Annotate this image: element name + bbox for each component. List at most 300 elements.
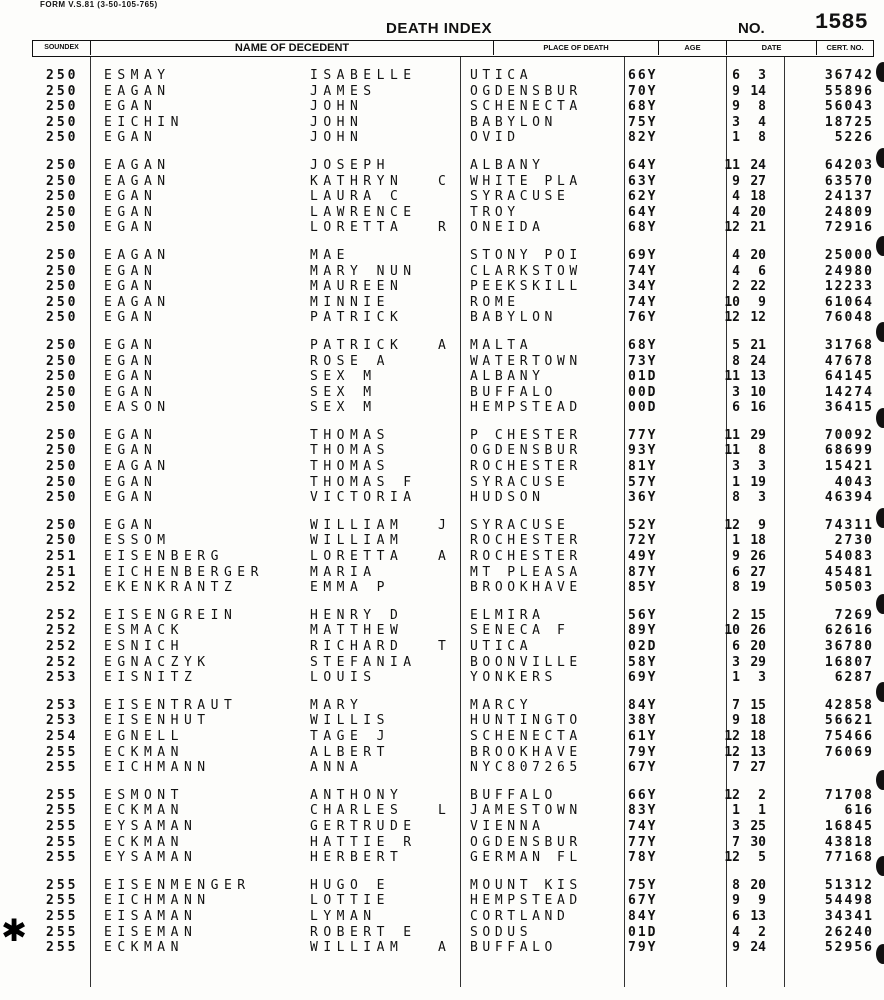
- date-month: 9: [732, 713, 740, 729]
- soundex-code: 255: [46, 850, 79, 866]
- place-of-death: BUFFALO: [470, 384, 557, 400]
- date-month: 4: [732, 247, 740, 263]
- date-day: 3: [758, 459, 766, 475]
- age: 78Y: [628, 850, 658, 866]
- form-number: FORM V.S.81 (3-50-105-765): [40, 0, 158, 9]
- age: 79Y: [628, 744, 658, 760]
- table-row: [0, 189, 884, 205]
- date-day: 10: [750, 384, 766, 400]
- soundex-code: 255: [46, 818, 79, 834]
- given-name: GERTRUDE: [310, 818, 417, 834]
- soundex-code: 250: [46, 173, 79, 189]
- date-month: 9: [732, 99, 740, 115]
- table-row: [0, 115, 884, 131]
- place-of-death: BUFFALO: [470, 787, 557, 803]
- given-name: HUGO E: [310, 877, 390, 893]
- middle-initial: C: [438, 173, 446, 189]
- table-row: [0, 893, 884, 909]
- soundex-code: 250: [46, 337, 79, 353]
- given-name: MINNIE: [310, 294, 390, 310]
- binder-hole: [876, 62, 884, 82]
- surname: EYSAMAN: [104, 850, 198, 866]
- soundex-code: 250: [46, 114, 79, 130]
- age: 49Y: [628, 549, 658, 565]
- middle-initial: A: [438, 549, 446, 565]
- surname: EGAN: [104, 384, 158, 400]
- date-month: 2: [732, 607, 740, 623]
- date-month: 8: [732, 353, 740, 369]
- certificate-number: 6287: [834, 670, 874, 686]
- soundex-code: 250: [46, 310, 79, 326]
- table-row: [0, 549, 884, 565]
- soundex-code: 250: [46, 353, 79, 369]
- place-of-death: ROCHESTER: [470, 549, 582, 565]
- soundex-code: 255: [46, 834, 79, 850]
- date-day: 8: [758, 130, 766, 146]
- date-month: 1: [732, 474, 740, 490]
- given-name: JOSEPH: [310, 157, 390, 173]
- given-name: WILLIAM: [310, 940, 404, 956]
- date-month: 1: [732, 130, 740, 146]
- date-day: 3: [758, 490, 766, 506]
- age: 93Y: [628, 443, 658, 459]
- date-month: 5: [732, 337, 740, 353]
- surname: EICHENBERGER: [104, 564, 264, 580]
- place-of-death: CORTLAND: [470, 908, 570, 924]
- certificate-number: 51312: [824, 877, 874, 893]
- surname: ESMACK: [104, 623, 184, 639]
- date-day: 26: [750, 623, 766, 639]
- soundex-code: 251: [46, 549, 79, 565]
- date-month: 11: [724, 157, 740, 173]
- date-day: 27: [750, 173, 766, 189]
- age: 58Y: [628, 654, 658, 670]
- date-day: 19: [750, 580, 766, 596]
- certificate-number: 76069: [824, 744, 874, 760]
- place-of-death: JAMESTOWN: [470, 803, 582, 819]
- date-day: 2: [758, 787, 766, 803]
- place-of-death: ALBANY: [470, 369, 545, 385]
- age: 74Y: [628, 263, 658, 279]
- date-month: 4: [732, 263, 740, 279]
- place-of-death: BROOKHAVE: [470, 744, 582, 760]
- age: 66Y: [628, 68, 658, 83]
- age: 74Y: [628, 818, 658, 834]
- table-row: [0, 760, 884, 776]
- soundex-code: 252: [46, 623, 79, 639]
- given-name: HENRY D: [310, 607, 404, 623]
- certificate-number: 71708: [824, 787, 874, 803]
- place-of-death: MARCY: [470, 697, 533, 713]
- surname: EGAN: [104, 517, 158, 533]
- table-row: [0, 400, 884, 416]
- place-of-death: ALBANY: [470, 157, 545, 173]
- given-name: JOHN: [310, 99, 364, 115]
- middle-initial: L: [438, 803, 446, 819]
- given-name: LAWRENCE: [310, 204, 417, 220]
- age: 64Y: [628, 157, 658, 173]
- soundex-code: 250: [46, 294, 79, 310]
- certificate-number: 54083: [824, 549, 874, 565]
- surname: EAGAN: [104, 459, 171, 475]
- date-month: 2: [732, 279, 740, 295]
- age: 84Y: [628, 697, 658, 713]
- number-label: NO.: [738, 20, 765, 37]
- certificate-number: 12233: [824, 279, 874, 295]
- certificate-number: 74311: [824, 517, 874, 533]
- date-day: 15: [750, 697, 766, 713]
- given-name: LORETTA: [310, 549, 404, 565]
- date-month: 12: [724, 850, 740, 866]
- date-day: 26: [750, 549, 766, 565]
- soundex-code: 250: [46, 83, 79, 99]
- surname: ESSOM: [104, 533, 171, 549]
- table-row: [0, 220, 884, 236]
- table-row: [0, 745, 884, 761]
- date-day: 13: [750, 369, 766, 385]
- age: 34Y: [628, 279, 658, 295]
- date-day: 3: [758, 68, 766, 83]
- certificate-number: 52956: [824, 940, 874, 956]
- soundex-code: 250: [46, 189, 79, 205]
- given-name: JOHN: [310, 114, 364, 130]
- certificate-number: 5226: [834, 130, 874, 146]
- surname: EGAN: [104, 279, 158, 295]
- table-row: [0, 475, 884, 491]
- age: 72Y: [628, 533, 658, 549]
- surname: EGNELL: [104, 728, 184, 744]
- certificate-number: 77168: [824, 850, 874, 866]
- table-row: [0, 130, 884, 146]
- given-name: LORETTA: [310, 220, 404, 236]
- surname: EISEMAN: [104, 924, 198, 940]
- surname: EISENMENGER: [104, 877, 251, 893]
- date-day: 29: [750, 654, 766, 670]
- table-row: [0, 623, 884, 639]
- age: 38Y: [628, 713, 658, 729]
- date-day: 14: [750, 83, 766, 99]
- date-month: 11: [724, 443, 740, 459]
- given-name: MAUREEN: [310, 279, 404, 295]
- place-of-death: MALTA: [470, 337, 533, 353]
- date-month: 7: [732, 760, 740, 776]
- table-row: [0, 788, 884, 804]
- age: 52Y: [628, 517, 658, 533]
- table-row: [0, 909, 884, 925]
- table-row: [0, 819, 884, 835]
- given-name: THOMAS: [310, 427, 390, 443]
- surname: EISNITZ: [104, 670, 198, 686]
- age: 85Y: [628, 580, 658, 596]
- col-soundex: SOUNDEX: [33, 41, 91, 55]
- date-day: 1: [758, 803, 766, 819]
- table-row: [0, 279, 884, 295]
- age: 70Y: [628, 83, 658, 99]
- binder-hole: [876, 770, 884, 790]
- surname: ECKMAN: [104, 834, 184, 850]
- date-day: 30: [750, 834, 766, 850]
- place-of-death: ELMIRA: [470, 607, 545, 623]
- table-row: [0, 940, 884, 956]
- given-name: CHARLES: [310, 803, 404, 819]
- soundex-code: 250: [46, 400, 79, 416]
- soundex-code: 254: [46, 728, 79, 744]
- certificate-number: 68699: [824, 443, 874, 459]
- date-day: 9: [758, 517, 766, 533]
- surname: EGAN: [104, 443, 158, 459]
- middle-initial: A: [438, 337, 446, 353]
- table-row: [0, 729, 884, 745]
- date-month: 10: [724, 294, 740, 310]
- date-month: 9: [732, 893, 740, 909]
- soundex-code: 250: [46, 263, 79, 279]
- date-month: 12: [724, 220, 740, 236]
- certificate-number: 75466: [824, 728, 874, 744]
- table-row: [0, 878, 884, 894]
- date-day: 8: [758, 99, 766, 115]
- place-of-death: MOUNT KIS: [470, 877, 582, 893]
- table-row: [0, 925, 884, 941]
- soundex-code: 252: [46, 607, 79, 623]
- date-month: 6: [732, 564, 740, 580]
- date-day: 3: [758, 670, 766, 686]
- soundex-code: 250: [46, 533, 79, 549]
- age: 81Y: [628, 459, 658, 475]
- certificate-number: 24980: [824, 263, 874, 279]
- table-row: [0, 533, 884, 549]
- date-day: 29: [750, 427, 766, 443]
- given-name: SEX M: [310, 384, 377, 400]
- certificate-number: 16807: [824, 654, 874, 670]
- table-row: [0, 369, 884, 385]
- table-row: [0, 639, 884, 655]
- age: 79Y: [628, 940, 658, 956]
- col-place: PLACE OF DEATH: [494, 41, 659, 55]
- soundex-code: 250: [46, 220, 79, 236]
- surname: EAGAN: [104, 157, 171, 173]
- given-name: VICTORIA: [310, 490, 417, 506]
- date-day: 24: [750, 157, 766, 173]
- certificate-number: 31768: [824, 337, 874, 353]
- given-name: HATTIE R: [310, 834, 417, 850]
- middle-initial: R: [438, 220, 446, 236]
- place-of-death: OGDENSBUR: [470, 834, 582, 850]
- age: 62Y: [628, 189, 658, 205]
- date-month: 9: [732, 173, 740, 189]
- given-name: PATRICK: [310, 310, 404, 326]
- date-day: 21: [750, 337, 766, 353]
- date-day: 13: [750, 744, 766, 760]
- table-row: [0, 565, 884, 581]
- date-day: 12: [750, 310, 766, 326]
- table-row: [0, 84, 884, 100]
- age: 63Y: [628, 173, 658, 189]
- place-of-death: SENECA F: [470, 623, 570, 639]
- binder-hole: [876, 148, 884, 168]
- table-row: [0, 264, 884, 280]
- binder-hole: [876, 236, 884, 256]
- certificate-number: 54498: [824, 893, 874, 909]
- certificate-number: 61064: [824, 294, 874, 310]
- surname: EICHIN: [104, 114, 184, 130]
- date-day: 20: [750, 204, 766, 220]
- surname: ECKMAN: [104, 940, 184, 956]
- date-day: 25: [750, 818, 766, 834]
- age: 66Y: [628, 787, 658, 803]
- given-name: WILLIAM: [310, 533, 404, 549]
- place-of-death: SCHENECTA: [470, 99, 582, 115]
- binder-hole: [876, 408, 884, 428]
- age: 73Y: [628, 353, 658, 369]
- place-of-death: ONEIDA: [470, 220, 545, 236]
- date-month: 11: [724, 369, 740, 385]
- asterisk-mark-icon: ✱: [2, 905, 27, 951]
- soundex-code: 255: [46, 940, 79, 956]
- table-row: [0, 310, 884, 326]
- date-day: 19: [750, 474, 766, 490]
- soundex-code: 250: [46, 99, 79, 115]
- age: 64Y: [628, 204, 658, 220]
- age: 69Y: [628, 247, 658, 263]
- col-date: DATE: [727, 41, 817, 55]
- binder-hole: [876, 594, 884, 614]
- age: 67Y: [628, 760, 658, 776]
- age: 68Y: [628, 99, 658, 115]
- certificate-number: 616: [844, 803, 874, 819]
- table-row: [0, 580, 884, 596]
- given-name: ANTHONY: [310, 787, 404, 803]
- date-month: 6: [732, 639, 740, 654]
- soundex-code: 255: [46, 924, 79, 940]
- date-month: 4: [732, 204, 740, 220]
- date-day: 18: [750, 533, 766, 549]
- date-day: 18: [750, 189, 766, 205]
- given-name: ROSE A: [310, 353, 390, 369]
- col-cert: CERT. NO.: [826, 43, 864, 52]
- date-month: 12: [724, 517, 740, 533]
- age: 69Y: [628, 670, 658, 686]
- age: 00D: [628, 400, 658, 416]
- middle-initial: T: [438, 639, 446, 654]
- soundex-code: 250: [46, 427, 79, 443]
- date-day: 18: [750, 728, 766, 744]
- place-of-death: OVID: [470, 130, 520, 146]
- surname: EGAN: [104, 369, 158, 385]
- certificate-number: 24137: [824, 189, 874, 205]
- surname: EGAN: [104, 204, 158, 220]
- date-month: 4: [732, 189, 740, 205]
- soundex-code: 250: [46, 204, 79, 220]
- surname: EAGAN: [104, 173, 171, 189]
- age: 83Y: [628, 803, 658, 819]
- surname: EGAN: [104, 474, 158, 490]
- table-row: [0, 713, 884, 729]
- date-month: 3: [732, 459, 740, 475]
- place-of-death: ROME: [470, 294, 520, 310]
- date-day: 16: [750, 400, 766, 416]
- table-row: [0, 518, 884, 534]
- table-row: [0, 428, 884, 444]
- given-name: WILLIS: [310, 713, 390, 729]
- index-table-body: [0, 68, 884, 956]
- date-day: 2: [758, 924, 766, 940]
- place-of-death: PEEKSKILL: [470, 279, 582, 295]
- certificate-number: 56621: [824, 713, 874, 729]
- date-month: 6: [732, 68, 740, 83]
- soundex-code: 255: [46, 760, 79, 776]
- given-name: PATRICK: [310, 337, 404, 353]
- table-row: [0, 158, 884, 174]
- age: 74Y: [628, 294, 658, 310]
- date-day: 20: [750, 877, 766, 893]
- surname: EISENHUT: [104, 713, 211, 729]
- soundex-code: 255: [46, 803, 79, 819]
- date-month: 7: [732, 697, 740, 713]
- certificate-number: 36780: [824, 639, 874, 654]
- surname: EGAN: [104, 353, 158, 369]
- given-name: THOMAS F: [310, 474, 417, 490]
- given-name: WILLIAM: [310, 517, 404, 533]
- binder-holes: [872, 0, 884, 1000]
- certificate-number: 2730: [834, 533, 874, 549]
- given-name: JAMES: [310, 83, 377, 99]
- place-of-death: YONKERS: [470, 670, 557, 686]
- table-row: [0, 338, 884, 354]
- certificate-number: 76048: [824, 310, 874, 326]
- certificate-number: 25000: [824, 247, 874, 263]
- soundex-code: 250: [46, 517, 79, 533]
- date-month: 1: [732, 803, 740, 819]
- page-title: DEATH INDEX: [386, 20, 493, 37]
- date-month: 8: [732, 490, 740, 506]
- given-name: KATHRYN: [310, 173, 404, 189]
- given-name: ALBERT: [310, 744, 390, 760]
- place-of-death: WHITE PLA: [470, 173, 582, 189]
- place-of-death: ROCHESTER: [470, 533, 582, 549]
- certificate-number: 7269: [834, 607, 874, 623]
- certificate-number: 72916: [824, 220, 874, 236]
- age: 36Y: [628, 490, 658, 506]
- soundex-code: 252: [46, 654, 79, 670]
- soundex-code: 250: [46, 443, 79, 459]
- table-row: [0, 803, 884, 819]
- surname: ECKMAN: [104, 744, 184, 760]
- place-of-death: HUNTINGTO: [470, 713, 582, 729]
- place-of-death: WATERTOWN: [470, 353, 582, 369]
- soundex-code: 250: [46, 247, 79, 263]
- date-month: 11: [724, 427, 740, 443]
- place-of-death: UTICA: [470, 68, 533, 83]
- date-month: 3: [732, 114, 740, 130]
- given-name: LYMAN: [310, 908, 377, 924]
- given-name: MARY: [310, 697, 364, 713]
- certificate-number: 55896: [824, 83, 874, 99]
- age: 68Y: [628, 220, 658, 236]
- certificate-number: 70092: [824, 427, 874, 443]
- given-name: SEX M: [310, 369, 377, 385]
- place-of-death: MT PLEASA: [470, 564, 582, 580]
- table-row: [0, 354, 884, 370]
- given-name: LOUIS: [310, 670, 377, 686]
- table-row: [0, 608, 884, 624]
- date-day: 9: [758, 294, 766, 310]
- binder-hole: [876, 856, 884, 876]
- table-row: [0, 655, 884, 671]
- place-of-death: STONY POI: [470, 247, 582, 263]
- soundex-code: 253: [46, 713, 79, 729]
- middle-initial: J: [438, 517, 446, 533]
- given-name: STEFANIA: [310, 654, 417, 670]
